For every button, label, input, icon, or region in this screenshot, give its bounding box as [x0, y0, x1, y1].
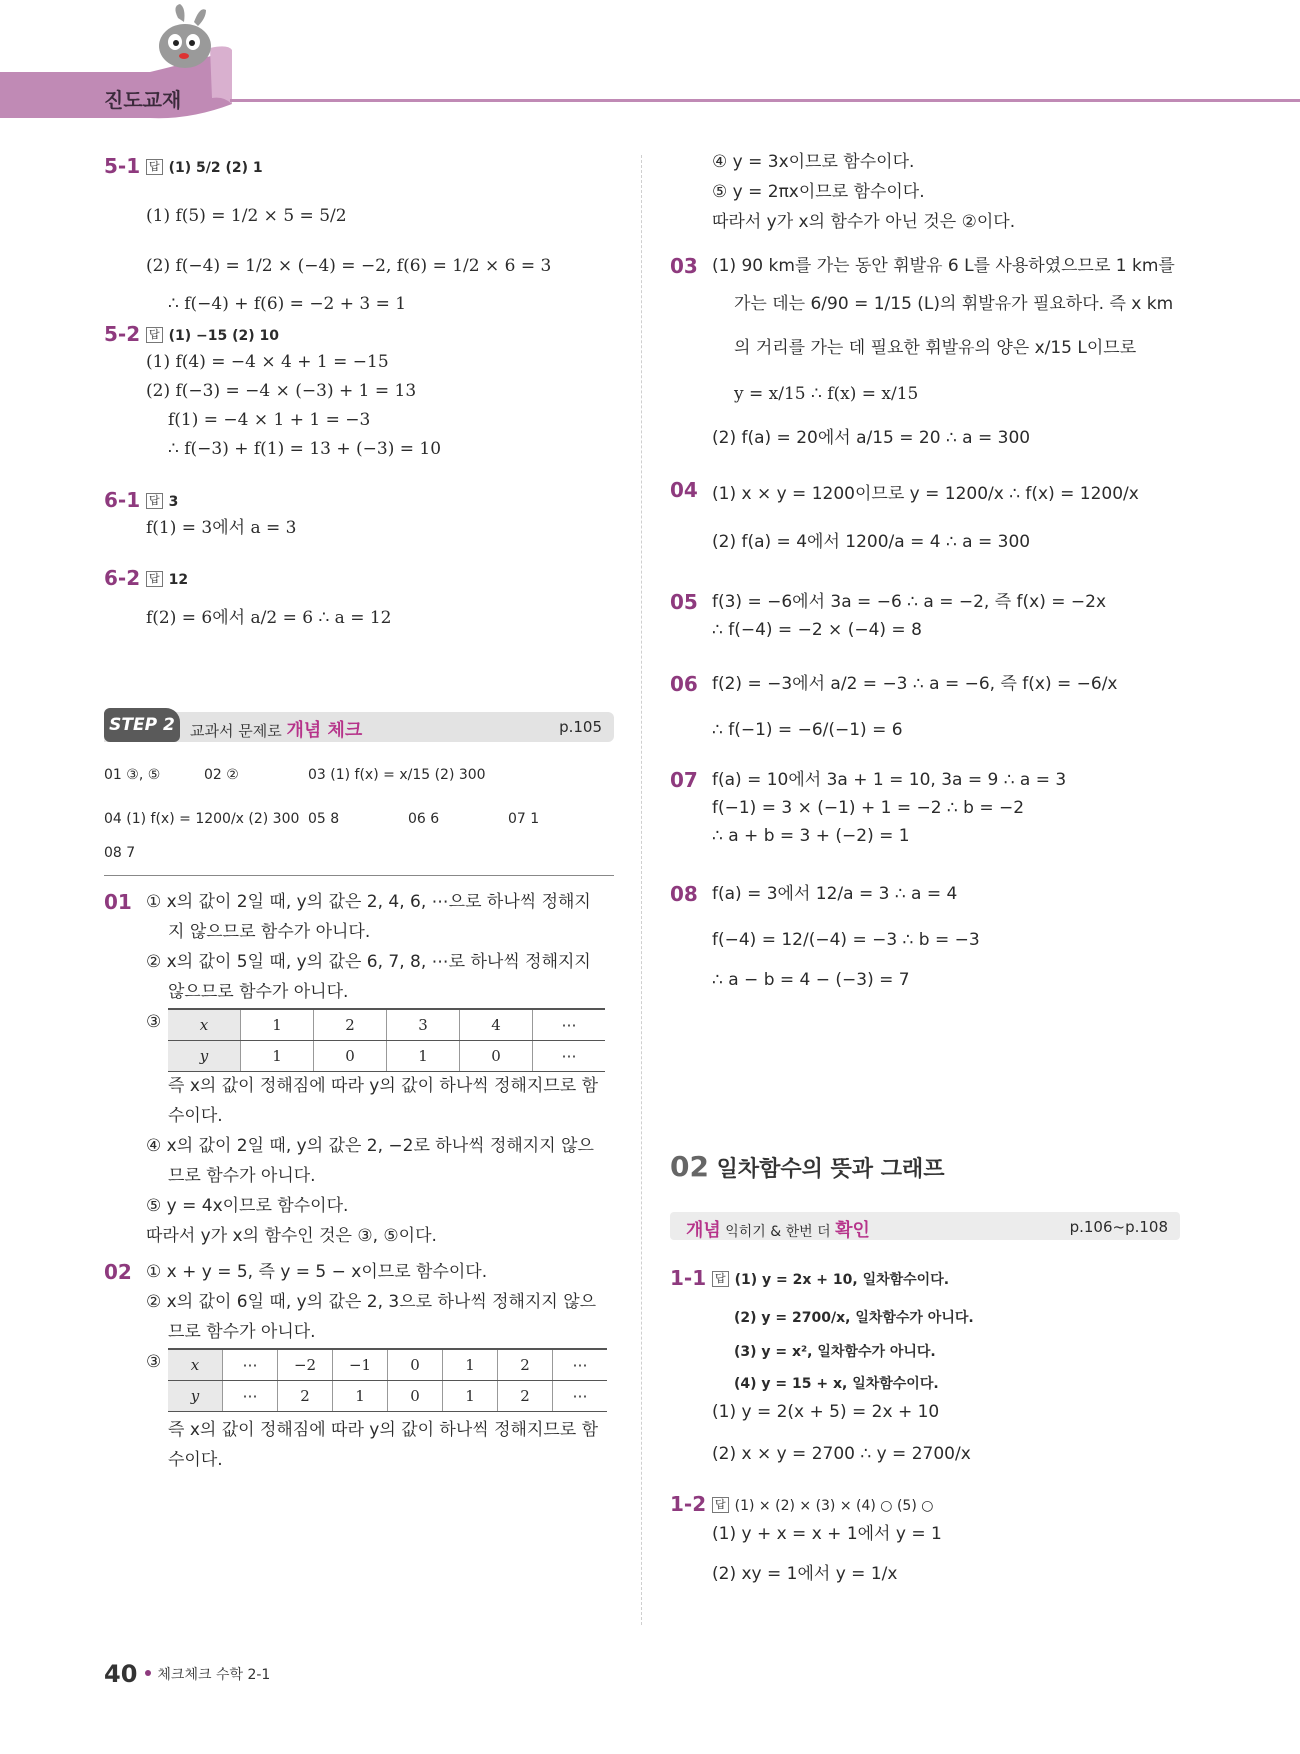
page-number: 40 [104, 1660, 138, 1688]
solution-line: ∴ a − b = 4 − (−3) = 7 [712, 970, 910, 990]
solution-line: 즉 x의 값이 정해짐에 따라 y의 값이 하나씩 정해지므로 함 [168, 1420, 599, 1440]
table-row: y 1 0 1 0 ⋯ [168, 1041, 605, 1072]
solution-line: (1) y + x = x + 1에서 y = 1 [712, 1524, 942, 1544]
solution-line: 므로 함수가 아니다. [168, 1166, 316, 1186]
solution-line: ① x + y = 5, 즉 y = 5 − x이므로 함수이다. [146, 1262, 488, 1282]
solution-line: f(−1) = 3 × (−1) + 1 = −2 ∴ b = −2 [712, 798, 1025, 818]
answer-text: (1) −15 (2) 10 [168, 328, 280, 344]
answer-summary [104, 755, 614, 876]
solution-line: ② x의 값이 6일 때, y의 값은 2, 3으로 하나씩 정해지지 않으 [146, 1292, 597, 1312]
answer-text: (1) × (2) × (3) × (4) ○ (5) ○ [734, 1498, 934, 1514]
solution-line: f(2) = −3에서 a/2 = −3 ∴ a = −6, 즉 f(x) = −6/x [712, 674, 1118, 694]
section-title [670, 1150, 944, 1183]
concept-title: 익히기 & 한번 더 [720, 1224, 836, 1240]
step-page-ref: p.105 [559, 718, 602, 736]
solution-line: (1) f(5) = 1/2 × 5 = 5/2 [146, 206, 347, 226]
step-tag: STEP 2 [104, 708, 180, 742]
summary-item: 01 ③, ⑤ [104, 767, 161, 783]
problem-number: 5-2 [104, 322, 141, 346]
answer-badge: 답 [146, 327, 163, 343]
solution-line: f(1) = −4 × 1 + 1 = −3 [168, 410, 371, 430]
summary-item: 02 ② [204, 767, 239, 783]
solution-line: ③ [146, 1352, 162, 1372]
question-number: 03 [670, 254, 698, 278]
solution-line: ③ [146, 1012, 162, 1032]
solution-line: (2) f(−3) = −4 × (−3) + 1 = 13 [146, 381, 417, 401]
concept-highlight: 개념 [686, 1220, 721, 1241]
problem-number: 5-1 [104, 154, 141, 178]
question-number: 05 [670, 590, 698, 614]
solution-line: 않으므로 함수가 아니다. [168, 982, 349, 1002]
question-number: 06 [670, 672, 698, 696]
section-title-text: 일차함수의 뜻과 그래프 [708, 1157, 945, 1182]
solution-line: 따라서 y가 x의 함수가 아닌 것은 ②이다. [712, 212, 1016, 232]
solution-line: f(2) = 6에서 a/2 = 6 ∴ a = 12 [146, 608, 392, 628]
solution-line: (2) xy = 1에서 y = 1/x [712, 1564, 898, 1584]
header-banner [0, 0, 1300, 130]
solution-line: f(−4) = 12/(−4) = −3 ∴ b = −3 [712, 930, 980, 950]
answer-text: (2) y = 2700/x, 일차함수가 아니다. [734, 1310, 974, 1326]
solution-line: 지 않으므로 함수가 아니다. [168, 922, 371, 942]
summary-item: 08 7 [104, 845, 136, 861]
banner-graphic [0, 0, 1300, 130]
concept-page-ref: p.106~p.108 [1069, 1218, 1168, 1236]
solution-line: (2) f(a) = 4에서 1200/a = 4 ∴ a = 300 [712, 532, 1031, 552]
summary-item: 03 (1) f(x) = x/15 (2) 300 [308, 767, 486, 783]
solution-line: (1) y = 2(x + 5) = 2x + 10 [712, 1402, 940, 1422]
solution-line: ∴ a + b = 3 + (−2) = 1 [712, 826, 910, 846]
solution-line: (2) x × y = 2700 ∴ y = 2700/x [712, 1444, 971, 1464]
solution-line: 수이다. [168, 1106, 223, 1126]
solution-line: 즉 x의 값이 정해짐에 따라 y의 값이 하나씩 정해지므로 함 [168, 1076, 599, 1096]
answer-text: (1) y = 2x + 10, 일차함수이다. [734, 1272, 950, 1288]
problem-number: 1-2 [670, 1492, 707, 1516]
problem-number: 1-1 [670, 1266, 707, 1290]
table-row: x ⋯ −2 −1 0 1 2 ⋯ [168, 1349, 607, 1381]
answer-badge: 답 [712, 1271, 729, 1287]
answer-text: (3) y = x², 일차함수가 아니다. [734, 1344, 936, 1360]
bullet-icon [145, 1670, 151, 1676]
solution-line: ② x의 값이 5일 때, y의 값은 6, 7, 8, ⋯로 하나씩 정해지지 [146, 952, 591, 972]
column-divider [641, 155, 642, 1625]
step-title-prefix: 교과서 문제로 [190, 722, 287, 740]
solution-line: ① x의 값이 2일 때, y의 값은 2, 4, 6, ⋯으로 하나씩 정해지 [146, 892, 591, 912]
solution-line: 수이다. [168, 1450, 223, 1470]
solution-line: (2) f(−4) = 1/2 × (−4) = −2, f(6) = 1/2 × 6 = 3 [146, 256, 552, 276]
header-label: 진도교재 [104, 88, 182, 112]
solution-line: ∴ f(−4) + f(6) = −2 + 3 = 1 [168, 294, 407, 314]
question-number: 01 [104, 890, 132, 914]
step-header [104, 712, 614, 742]
answer-text: (1) 5/2 (2) 1 [168, 160, 263, 176]
question-number: 08 [670, 882, 698, 906]
table-row: y ⋯ 2 1 0 1 2 ⋯ [168, 1381, 607, 1412]
solution-line: 따라서 y가 x의 함수인 것은 ③, ⑤이다. [146, 1226, 437, 1246]
book-title: 체크체크 수학 2-1 [157, 1667, 271, 1683]
solution-line: ⑤ y = 2πx이므로 함수이다. [712, 182, 925, 202]
answer-text: 12 [168, 572, 189, 588]
question-number: 02 [104, 1260, 132, 1284]
question-number: 04 [670, 478, 698, 502]
solution-line: ∴ f(−4) = −2 × (−4) = 8 [712, 620, 922, 640]
question-number: 07 [670, 768, 698, 792]
answer-badge: 답 [146, 493, 163, 509]
solution-line: (1) f(4) = −4 × 4 + 1 = −15 [146, 352, 389, 372]
answer-text: (4) y = 15 + x, 일차함수이다. [734, 1376, 939, 1392]
answer-badge: 답 [146, 159, 163, 175]
summary-item: 06 6 [408, 811, 440, 827]
solution-line: f(a) = 10에서 3a + 1 = 10, 3a = 9 ∴ a = 3 [712, 770, 1067, 790]
summary-item: 05 8 [308, 811, 340, 827]
table-xy-02 [168, 1348, 607, 1412]
step-title-highlight: 개념 체크 [286, 720, 363, 741]
table-row: x 1 2 3 4 ⋯ [168, 1009, 605, 1041]
solution-line: ⑤ y = 4x이므로 함수이다. [146, 1196, 349, 1216]
solution-line: f(a) = 3에서 12/a = 3 ∴ a = 4 [712, 884, 958, 904]
page-footer [104, 1660, 270, 1688]
concept-header [670, 1212, 1180, 1240]
mascot-icon [159, 4, 211, 68]
solution-line: (1) x × y = 1200이므로 y = 1200/x ∴ f(x) = 1200/x [712, 484, 1139, 504]
solution-line: ∴ f(−1) = −6/(−1) = 6 [712, 720, 903, 740]
solution-line: ④ y = 3x이므로 함수이다. [712, 152, 915, 172]
answer-text: 3 [168, 494, 179, 510]
solution-line: (2) f(a) = 20에서 a/15 = 20 ∴ a = 300 [712, 428, 1031, 448]
solution-line: ∴ f(−3) + f(1) = 13 + (−3) = 10 [168, 439, 442, 459]
answer-badge: 답 [712, 1497, 729, 1513]
problem-number: 6-1 [104, 488, 141, 512]
section-number: 02 [670, 1150, 709, 1183]
table-xy-01 [168, 1008, 605, 1072]
solution-line: ④ x의 값이 2일 때, y의 값은 2, −2로 하나씩 정해지지 않으 [146, 1136, 594, 1156]
summary-item: 07 1 [508, 811, 540, 827]
problem-number: 6-2 [104, 566, 141, 590]
solution-line: y = x/15 ∴ f(x) = x/15 [734, 384, 919, 404]
solution-line: f(1) = 3에서 a = 3 [146, 518, 297, 538]
answer-badge: 답 [146, 571, 163, 587]
concept-highlight: 확인 [835, 1220, 870, 1241]
solution-line: 의 거리를 가는 데 필요한 휘발유의 양은 x/15 L이므로 [734, 338, 1137, 358]
solution-line: 므로 함수가 아니다. [168, 1322, 316, 1342]
solution-line: f(3) = −6에서 3a = −6 ∴ a = −2, 즉 f(x) = −2x [712, 592, 1107, 612]
solution-line: 가는 데는 6/90 = 1/15 (L)의 휘발유가 필요하다. 즉 x km [734, 294, 1174, 314]
summary-item: 04 (1) f(x) = 1200/x (2) 300 [104, 811, 300, 827]
solution-line: (1) 90 km를 가는 동안 휘발유 6 L를 사용하였으므로 1 km를 [712, 256, 1175, 276]
